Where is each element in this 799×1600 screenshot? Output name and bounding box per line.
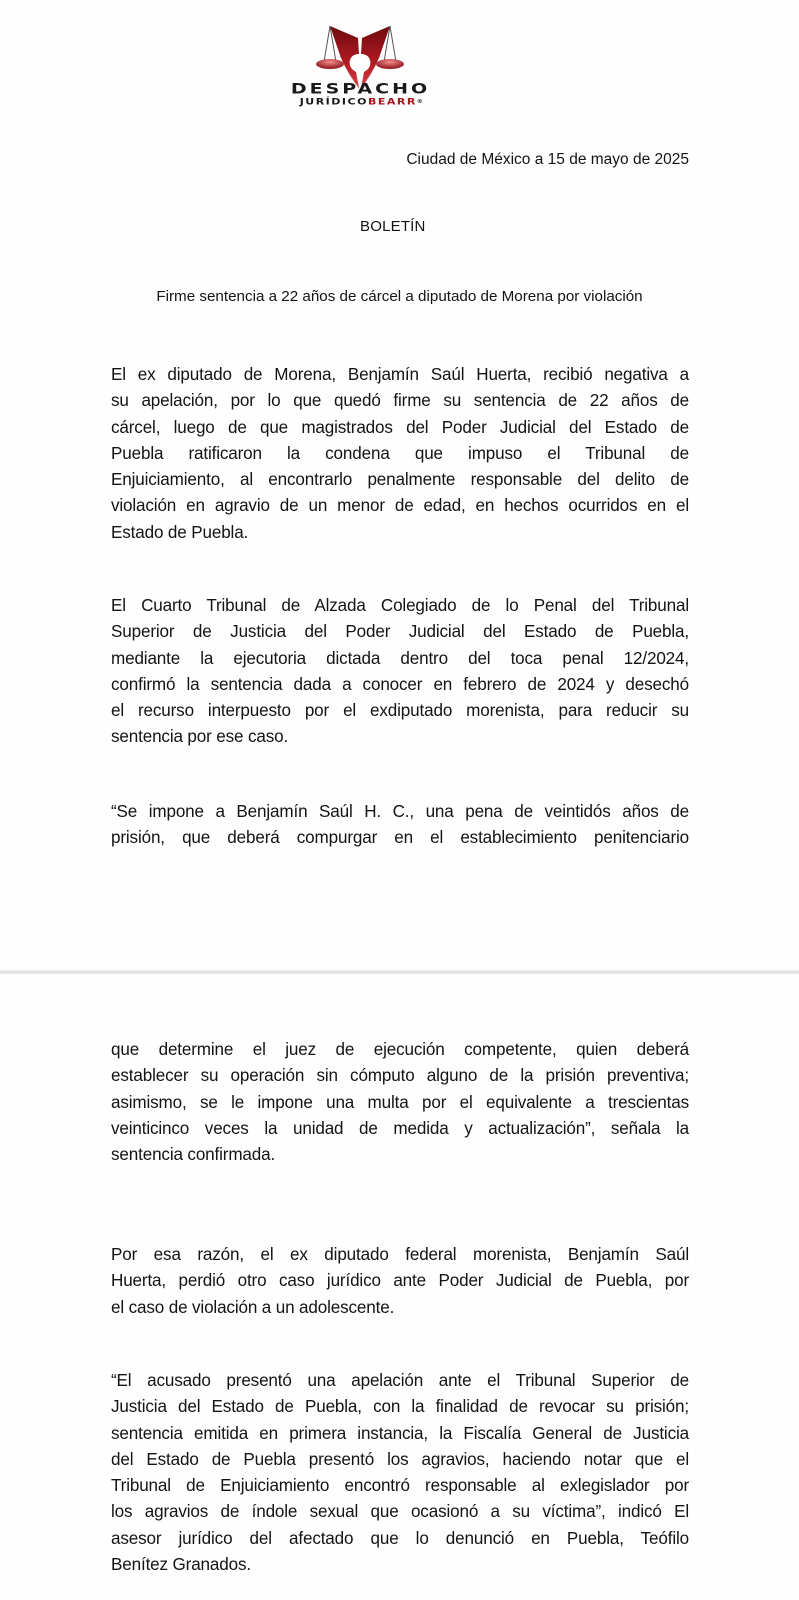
paragraph-line: Benítez Granados.	[111, 1555, 251, 1575]
logo-wordmark: DESPACHO	[290, 80, 431, 98]
paragraph-line: asimismo, se le impone una multa por el equivalente a trescientas	[111, 1092, 689, 1112]
paragraph-line: cárcel, luego de que magistrados del Poder Judicial del Estado de	[111, 417, 689, 437]
paragraph-line: su apelación, por lo que quedó firme su sentencia de 22 años de	[111, 391, 689, 411]
paragraph-3-continued	[111, 1037, 689, 1168]
paragraph-line: prisión, que deberá compurgar en el establecimiento penitenciario	[111, 828, 689, 848]
logo-subtitle-bearr: BEARR	[367, 96, 417, 107]
paragraph-line: Justicia del Estado de Puebla, con la finalidad de revocar su prisión;	[111, 1397, 689, 1417]
paragraph-5	[111, 1368, 689, 1578]
paragraph-4	[111, 1242, 689, 1321]
logo-subtitle-juridico: JURÍDICO	[299, 96, 368, 107]
paragraph-line: “Se impone a Benjamín Saúl H. C., una pena de veintidós años de	[111, 802, 689, 821]
paragraph-line: el caso de violación a un adolescente.	[111, 1297, 395, 1317]
paragraph-line: sentencia emitida en primera instancia, la Fiscalía General de Justicia	[111, 1423, 689, 1443]
paragraph-line: Por esa razón, el ex diputado federal morenista, Benjamín Saúl	[111, 1245, 689, 1264]
document-date: Ciudad de México a 15 de mayo de 2025	[406, 151, 689, 168]
law-firm-logo	[252, 18, 467, 113]
paragraph-line: confirmó la sentencia dada a conocer en febrero de 2024 y desechó	[111, 674, 689, 694]
paragraph-line: Puebla ratificaron la condena que impuso el Tribunal de	[111, 443, 689, 463]
paragraph-line: sentencia por ese caso.	[111, 727, 289, 747]
paragraph-line: los agravios de índole sexual que ocasionó a su víctima”, indicó El	[111, 1502, 689, 1522]
document-label: BOLETÍN	[360, 218, 426, 235]
paragraph-line: Superior de Justicia del Poder Judicial del Estado de Puebla,	[111, 622, 689, 642]
logo-subtitle	[262, 97, 462, 107]
page-separator	[0, 970, 799, 974]
paragraph-line: mediante la ejecutoria dictada dentro del toca penal 12/2024,	[111, 648, 689, 668]
paragraph-line: sentencia confirmada.	[111, 1145, 276, 1165]
paragraph-2	[111, 593, 689, 751]
paragraph-line: Estado de Puebla.	[111, 522, 249, 542]
paragraph-line: “El acusado presentó una apelación ante el Tribunal Superior de	[111, 1371, 689, 1390]
paragraph-line: veinticinco veces la unidad de medida y actualización”, señala la	[111, 1118, 689, 1138]
paragraph-line: del Estado de Puebla presentó los agravios, haciendo notar que el	[111, 1449, 689, 1469]
paragraph-line: que determine el juez de ejecución competente, quien deberá	[111, 1040, 689, 1059]
registered-mark: ®	[416, 98, 425, 105]
paragraph-line: el recurso interpuesto por el exdiputado morenista, para reducir su	[111, 701, 689, 721]
paragraph-line: El Cuarto Tribunal de Alzada Colegiado de lo Penal del Tribunal	[111, 596, 689, 615]
paragraph-line: Huerta, perdió otro caso jurídico ante Poder Judicial de Puebla, por	[111, 1271, 689, 1291]
paragraph-1	[111, 362, 689, 546]
paragraph-line: asesor jurídico del afectado que lo denunció en Puebla, Teófilo	[111, 1528, 689, 1548]
paragraph-line: Enjuiciamiento, al encontrarlo penalmente responsable del delito de	[111, 470, 689, 490]
paragraph-line: violación en agravio de un menor de edad, en hechos ocurridos en el	[111, 496, 689, 516]
document-headline: Firme sentencia a 22 años de cárcel a diputado de Morena por violación	[156, 288, 643, 305]
paragraph-line: establecer su operación sin cómputo alguno de la prisión preventiva;	[111, 1066, 689, 1086]
paragraph-line: Tribunal de Enjuiciamiento encontró responsable al exlegislador por	[111, 1476, 689, 1496]
paragraph-line: El ex diputado de Morena, Benjamín Saúl Huerta, recibió negativa a	[111, 365, 689, 384]
paragraph-3	[111, 799, 689, 852]
